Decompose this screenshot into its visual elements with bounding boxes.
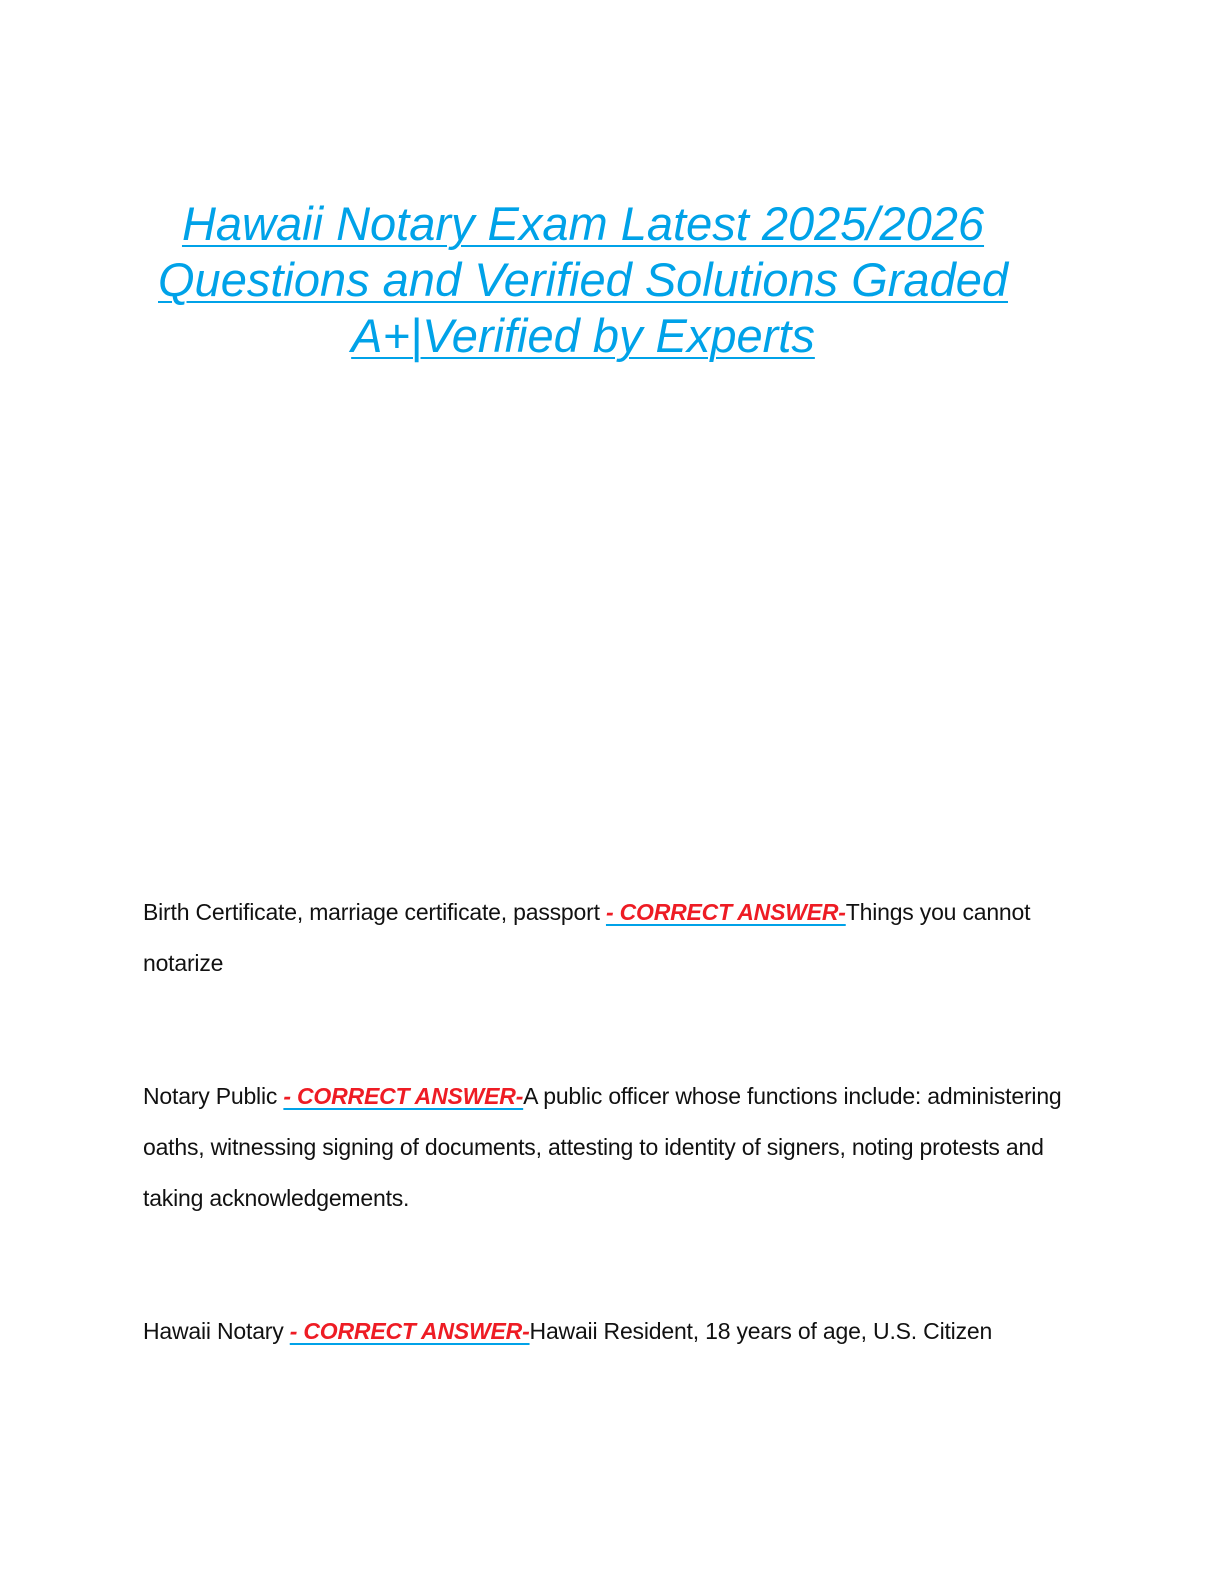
correct-answer-marker: - CORRECT ANSWER- xyxy=(605,899,846,925)
answer-text: Hawaii Resident, 18 years of age, U.S. Citizen xyxy=(529,1318,993,1344)
correct-answer-marker: - CORRECT ANSWER- xyxy=(289,1318,530,1344)
qa-item xyxy=(143,1306,1093,1357)
title-line-1: Hawaii Notary Exam Latest 2025/2026 xyxy=(181,197,985,250)
qa-item xyxy=(143,1071,1093,1224)
answer-text: A public officer whose functions include: administering oaths, witnessing signing of documents, attesting to identity of signers, noting protests and taking acknowledgements. xyxy=(143,1083,1062,1211)
correct-answer-marker: - CORRECT ANSWER- xyxy=(283,1083,524,1109)
question-text: Notary Public xyxy=(143,1083,284,1109)
answer-text: Things you cannot notarize xyxy=(143,899,1031,976)
document-title xyxy=(100,196,1066,364)
question-text: Hawaii Notary xyxy=(143,1318,290,1344)
question-text: Birth Certificate, marriage certificate, passport xyxy=(143,899,606,925)
qa-item xyxy=(143,887,1093,989)
title-line-3: A+|Verified by Experts xyxy=(351,309,815,362)
title-line-2: Questions and Verified Solutions Graded xyxy=(158,253,1008,306)
